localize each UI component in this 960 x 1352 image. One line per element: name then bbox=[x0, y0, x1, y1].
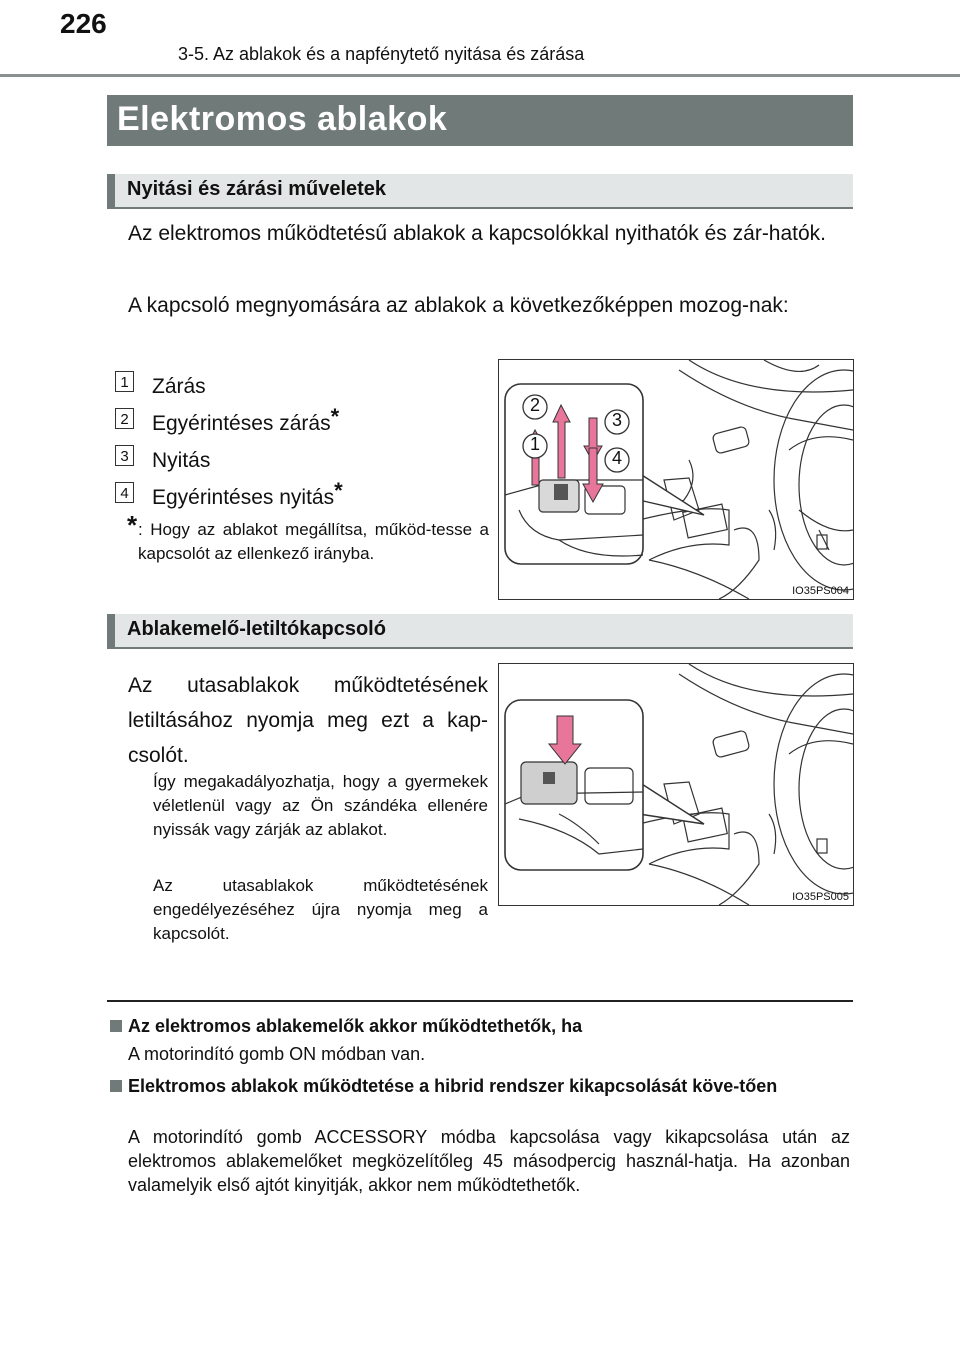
legend-label: Egyérintéses zárás* bbox=[152, 404, 340, 435]
legend-number: 1 bbox=[115, 371, 134, 392]
subhead-rule bbox=[107, 207, 853, 209]
figure-callout-number: 4 bbox=[611, 448, 622, 468]
info-item-2-title bbox=[110, 1074, 853, 1124]
legend-label: Egyérintéses nyitás* bbox=[152, 478, 343, 509]
info-item-1-title bbox=[110, 1014, 853, 1044]
figure-lock-switch bbox=[498, 663, 854, 906]
subhead-rule bbox=[107, 647, 853, 649]
running-title: 3-5. Az ablakok és a napfénytető nyitása és zárása bbox=[178, 44, 585, 64]
lock-switch-note-2: Az utasablakok működtetésének engedélyezéséhez újra nyomja meg a kapcsolót. bbox=[153, 876, 488, 943]
legend-item-2 bbox=[115, 404, 485, 434]
figure-callout-number: 2 bbox=[529, 395, 540, 415]
footnote bbox=[127, 512, 489, 592]
section-title: Elektromos ablakok bbox=[117, 100, 448, 138]
info-title: Elektromos ablakok működtetése a hibrid rendszer kikapcsolását köve-tően bbox=[128, 1076, 778, 1096]
figure-callout-number: 1 bbox=[529, 434, 540, 454]
intro-paragraph: Az elektromos működtetésű ablakok a kapcsolókkal nyithatók és zár-hatók. bbox=[128, 222, 827, 245]
figure-code: IO35PS005 bbox=[792, 891, 849, 903]
lock-switch-illustration bbox=[499, 664, 853, 905]
figure-window-switches bbox=[498, 359, 854, 600]
legend-item-4 bbox=[115, 478, 485, 508]
subsection-heading-text: Ablakemelő-letiltókapcsoló bbox=[127, 618, 386, 640]
info-item-1-text: A motorindító gomb ON módban van. bbox=[128, 1044, 426, 1064]
square-bullet-icon bbox=[110, 1080, 122, 1092]
legend-item-3 bbox=[115, 441, 485, 471]
subsection-heading-text: Nyitási és zárási műveletek bbox=[127, 178, 387, 200]
footnote-text: : Hogy az ablakot megállítsa, működ-tesse a kapcsolót az ellenkező irányba. bbox=[138, 520, 489, 563]
square-bullet-icon bbox=[110, 1020, 122, 1032]
subhead-stripe bbox=[107, 174, 115, 207]
section-title-bar bbox=[107, 95, 853, 146]
info-item-2-text: A motorindító gomb ACCESSORY módba kapcsolása vagy kikapcsolása után az elektromos ablakemelőket megközelítőleg 45 másodpercig használ-hatja. Ha azonban valamelyik első ajtót kinyitják, akkor nem működtethetők. bbox=[128, 1127, 850, 1195]
lock-switch-paragraph: Az utasablakok működtetésének letiltásához nyomja meg ezt a kap-csolót. bbox=[128, 674, 488, 767]
page-number: 226 bbox=[60, 8, 107, 39]
legend-number: 2 bbox=[115, 408, 134, 429]
footnote-mark: * bbox=[127, 510, 138, 540]
subsection-heading-lock-switch bbox=[107, 614, 853, 647]
movement-paragraph: A kapcsoló megnyomására az ablakok a következőképpen mozog-nak: bbox=[128, 294, 789, 317]
lock-switch-note-1: Így megakadályozhatja, hogy a gyermekek véletlenül vagy az Ön szándéka ellenére nyissák vagy zárják az ablakot. bbox=[153, 772, 488, 839]
header-rule bbox=[0, 74, 960, 77]
legend-item-1 bbox=[115, 367, 485, 397]
legend-label: Nyitás bbox=[152, 449, 211, 472]
info-title: Az elektromos ablakemelők akkor működtethetők, ha bbox=[128, 1016, 583, 1036]
figure-code: IO35PS004 bbox=[792, 585, 849, 597]
legend-label: Zárás bbox=[152, 375, 206, 398]
legend-number: 4 bbox=[115, 482, 134, 503]
subhead-stripe bbox=[107, 614, 115, 647]
window-switch-illustration bbox=[499, 360, 853, 599]
legend-number: 3 bbox=[115, 445, 134, 466]
subsection-heading-operations bbox=[107, 174, 853, 207]
figure-callout-number: 3 bbox=[611, 410, 622, 430]
section-divider bbox=[107, 1000, 853, 1002]
